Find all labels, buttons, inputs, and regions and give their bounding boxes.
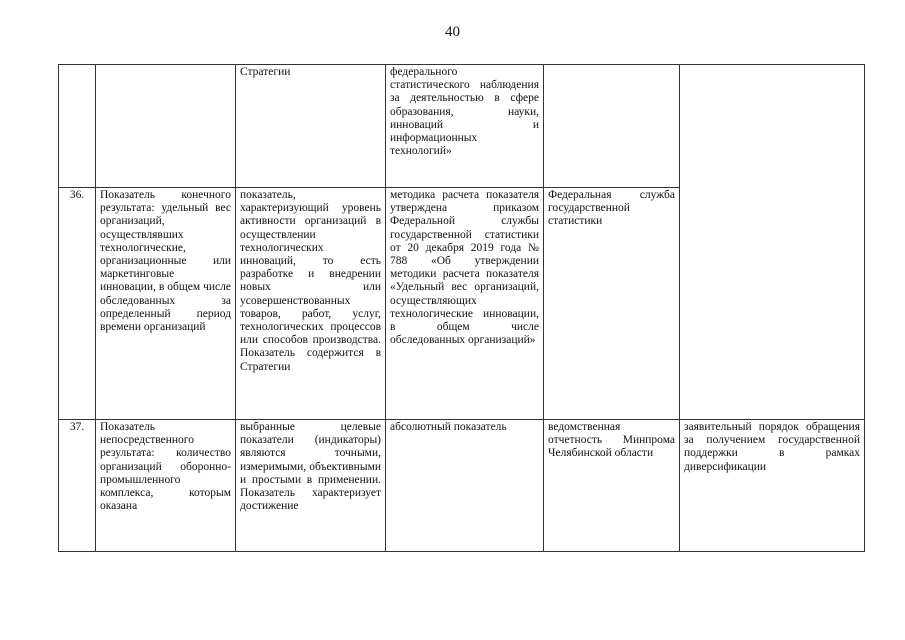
cell-indicator — [96, 65, 236, 188]
cell-definition: выбранные целевые показатели (индикаторы) являются точными, измеримыми, объективными и простыми в применении. Показатель характеризует достижение — [236, 420, 386, 552]
cell-notes — [680, 65, 865, 420]
cell-source: Федеральная служба государственной статистики — [544, 188, 680, 420]
cell-definition: Стратегии — [236, 65, 386, 188]
cell-source: ведомственная отчетность Минпрома Челябинской области — [544, 420, 680, 552]
table-row-37 — [59, 420, 865, 552]
cell-number: 36. — [59, 188, 96, 420]
cell-source — [544, 65, 680, 188]
cell-indicator: Показатель конечного результата: удельный вес организаций, осуществлявших технологические, организационные или маркетинговые инновации, в общем числе обследованных за определенный период времени организаций — [96, 188, 236, 420]
cell-number: 37. — [59, 420, 96, 552]
indicators-table — [58, 64, 865, 552]
cell-methodology: федерального статистического наблюдения за деятельностью в сфере образования, науки, инноваций и информационных технологий» — [386, 65, 544, 188]
cell-methodology: методика расчета показателя утверждена приказом Федеральной службы государственной статистики от 20 декабря 2019 года № 788 «Об утверждении методики расчета показателя «Удельный вес организаций, осуществляющих технологические инновации, в общем числе обследованных организаций» — [386, 188, 544, 420]
page-number: 40 — [445, 24, 460, 40]
cell-notes: заявительный порядок обращения за получением государственной поддержки в рамках диверсификации — [680, 420, 865, 552]
table-row-continuation — [59, 65, 865, 188]
cell-methodology: абсолютный показатель — [386, 420, 544, 552]
cell-definition: показатель, характеризующий уровень активности организаций в осуществлении технологических инноваций, то есть разработке и внедрении новых или усовершенствованных товаров, работ, услуг, технологических процессов или способов производства. Показатель содержится в Стратегии — [236, 188, 386, 420]
cell-indicator: Показатель непосредственного результата: количество организаций оборонно-промышленного комплекса, которым оказана — [96, 420, 236, 552]
cell-number — [59, 65, 96, 188]
